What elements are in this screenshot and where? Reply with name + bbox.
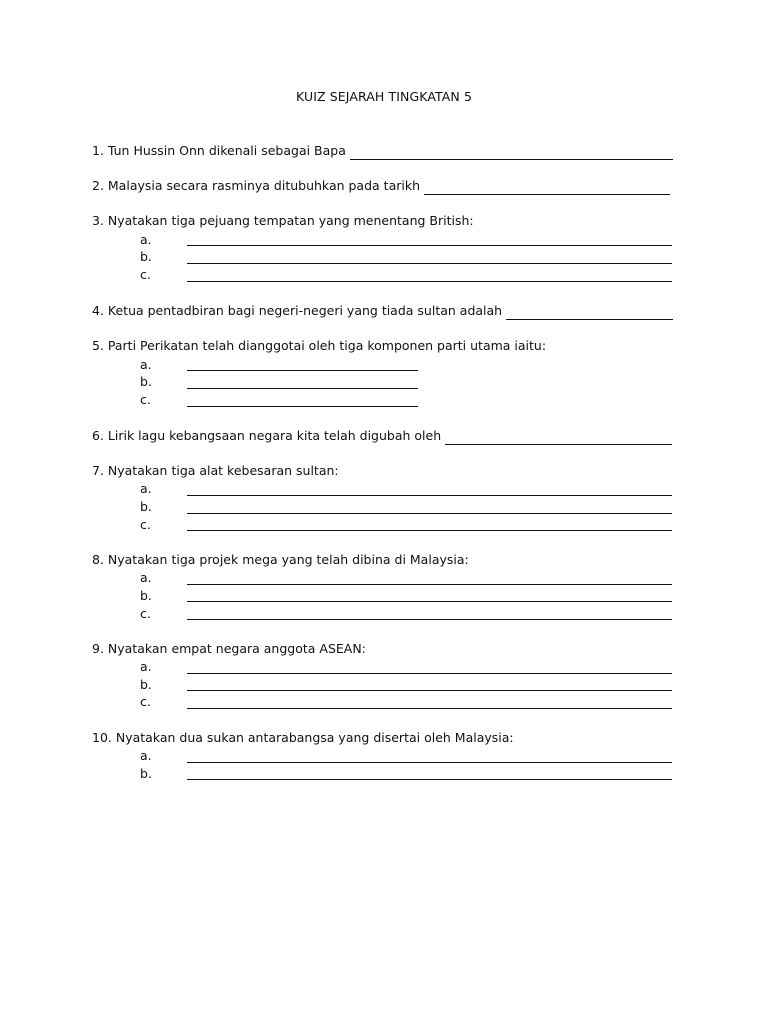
option-letter: c. bbox=[140, 517, 151, 532]
question-9 bbox=[92, 640, 366, 658]
option-letter: a. bbox=[140, 357, 152, 372]
answer-blank[interactable] bbox=[187, 779, 672, 780]
question-5 bbox=[92, 337, 546, 355]
question-text: 9. Nyatakan empat negara anggota ASEAN: bbox=[92, 641, 366, 656]
answer-blank[interactable] bbox=[187, 690, 672, 691]
question-text: 3. Nyatakan tiga pejuang tempatan yang menentang British: bbox=[92, 213, 474, 228]
answer-blank[interactable] bbox=[187, 495, 672, 496]
answer-blank[interactable] bbox=[187, 245, 672, 246]
answer-blank[interactable] bbox=[187, 762, 672, 763]
question-4 bbox=[92, 302, 673, 320]
option-letter: b. bbox=[140, 588, 152, 603]
option-letter: a. bbox=[140, 481, 152, 496]
question-text: 8. Nyatakan tiga projek mega yang telah dibina di Malaysia: bbox=[92, 552, 469, 567]
question-2 bbox=[92, 177, 670, 195]
option-letter: c. bbox=[140, 606, 151, 621]
option-letter: b. bbox=[140, 374, 152, 389]
option-letter: a. bbox=[140, 659, 152, 674]
answer-blank[interactable] bbox=[187, 673, 672, 674]
option-letter: b. bbox=[140, 677, 152, 692]
answer-blank[interactable] bbox=[187, 370, 418, 371]
answer-blank[interactable] bbox=[187, 406, 418, 407]
answer-blank[interactable] bbox=[187, 263, 672, 264]
answer-blank[interactable] bbox=[187, 619, 672, 620]
answer-blank[interactable] bbox=[187, 281, 672, 282]
question-text: 2. Malaysia secara rasminya ditubuhkan pada tarikh bbox=[92, 178, 420, 193]
option-letter: c. bbox=[140, 392, 151, 407]
answer-blank[interactable] bbox=[187, 530, 672, 531]
question-1 bbox=[92, 142, 673, 160]
answer-blank[interactable] bbox=[506, 306, 673, 320]
option-letter: a. bbox=[140, 570, 152, 585]
question-text: 4. Ketua pentadbiran bagi negeri-negeri yang tiada sultan adalah bbox=[92, 303, 503, 318]
answer-blank[interactable] bbox=[350, 146, 673, 160]
question-7 bbox=[92, 462, 339, 480]
answer-blank[interactable] bbox=[424, 181, 670, 195]
answer-blank[interactable] bbox=[187, 584, 672, 585]
question-text: 5. Parti Perikatan telah dianggotai oleh tiga komponen parti utama iaitu: bbox=[92, 338, 547, 353]
question-text: 10. Nyatakan dua sukan antarabangsa yang disertai oleh Malaysia: bbox=[92, 730, 514, 745]
option-letter: b. bbox=[140, 499, 152, 514]
option-letter: b. bbox=[140, 249, 152, 264]
question-text: 7. Nyatakan tiga alat kebesaran sultan: bbox=[92, 463, 339, 478]
page-title: KUIZ SEJARAH TINGKATAN 5 bbox=[296, 89, 472, 104]
answer-blank[interactable] bbox=[187, 601, 672, 602]
question-3 bbox=[92, 212, 474, 230]
answer-blank[interactable] bbox=[445, 431, 672, 445]
question-6 bbox=[92, 427, 672, 445]
question-text: 1. Tun Hussin Onn dikenali sebagai Bapa bbox=[92, 143, 346, 158]
option-letter: a. bbox=[140, 232, 152, 247]
question-8 bbox=[92, 551, 469, 569]
option-letter: c. bbox=[140, 267, 151, 282]
answer-blank[interactable] bbox=[187, 388, 418, 389]
question-text: 6. Lirik lagu kebangsaan negara kita telah digubah oleh bbox=[92, 428, 442, 443]
option-letter: c. bbox=[140, 694, 151, 709]
option-letter: a. bbox=[140, 748, 152, 763]
answer-blank[interactable] bbox=[187, 513, 672, 514]
option-letter: b. bbox=[140, 766, 152, 781]
question-10 bbox=[92, 729, 514, 747]
answer-blank[interactable] bbox=[187, 708, 672, 709]
